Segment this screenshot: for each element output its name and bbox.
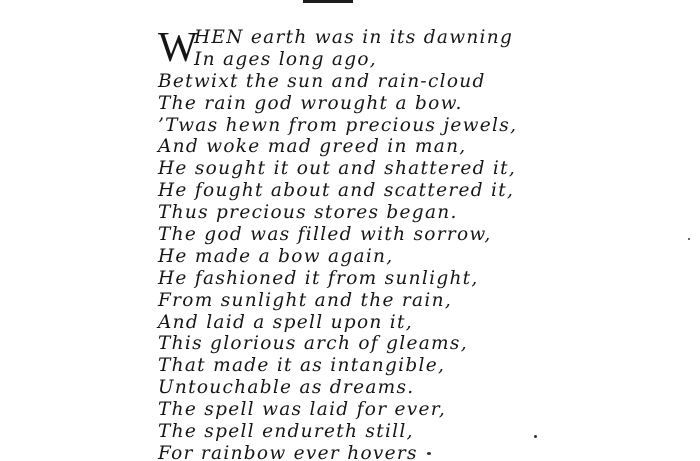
poem-line-18: The spell was laid for ever, [158, 399, 447, 421]
poem-line-17: Untouchable as dreams. [158, 377, 415, 399]
poem-line-6: And woke mad greed in man, [158, 136, 467, 158]
poem-line-8: He fought about and scattered it, [158, 180, 515, 202]
poem-line-7: He sought it out and shattered it, [158, 158, 517, 180]
poem-line-4: The rain god wrought a bow. [158, 92, 463, 114]
poem-line-9: Thus precious stores began. [158, 202, 458, 224]
poem-line-20: For rainbow ever hovers [158, 442, 418, 461]
drop-cap: W [158, 25, 198, 71]
print-speck [688, 238, 690, 240]
poem-line-16: That made it as intangible, [158, 355, 446, 377]
poem-line-12: He fashioned it from sunlight, [158, 267, 479, 289]
poem-line-2: In ages long ago, [194, 48, 377, 70]
print-speck [534, 435, 537, 438]
print-speck [427, 452, 431, 455]
poem-line-text: HEN earth was in its dawning [194, 27, 514, 48]
poem-line-13: From sunlight and the rain, [158, 289, 453, 311]
poem-line-10: The god was filled with sorrow, [158, 224, 492, 246]
poem-line-3: Betwixt the sun and rain-cloud [158, 70, 486, 92]
poem-line-5: ’Twas hewn from precious jewels, [158, 114, 518, 136]
poem-line-11: He made a bow again, [158, 245, 394, 267]
poem-line-14: And laid a spell upon it, [158, 311, 413, 333]
poem-line-19: The spell endureth still, [158, 421, 414, 443]
poem [158, 27, 638, 461]
top-rule [303, 0, 353, 3]
poem-line-15: This glorious arch of gleams, [158, 333, 468, 355]
